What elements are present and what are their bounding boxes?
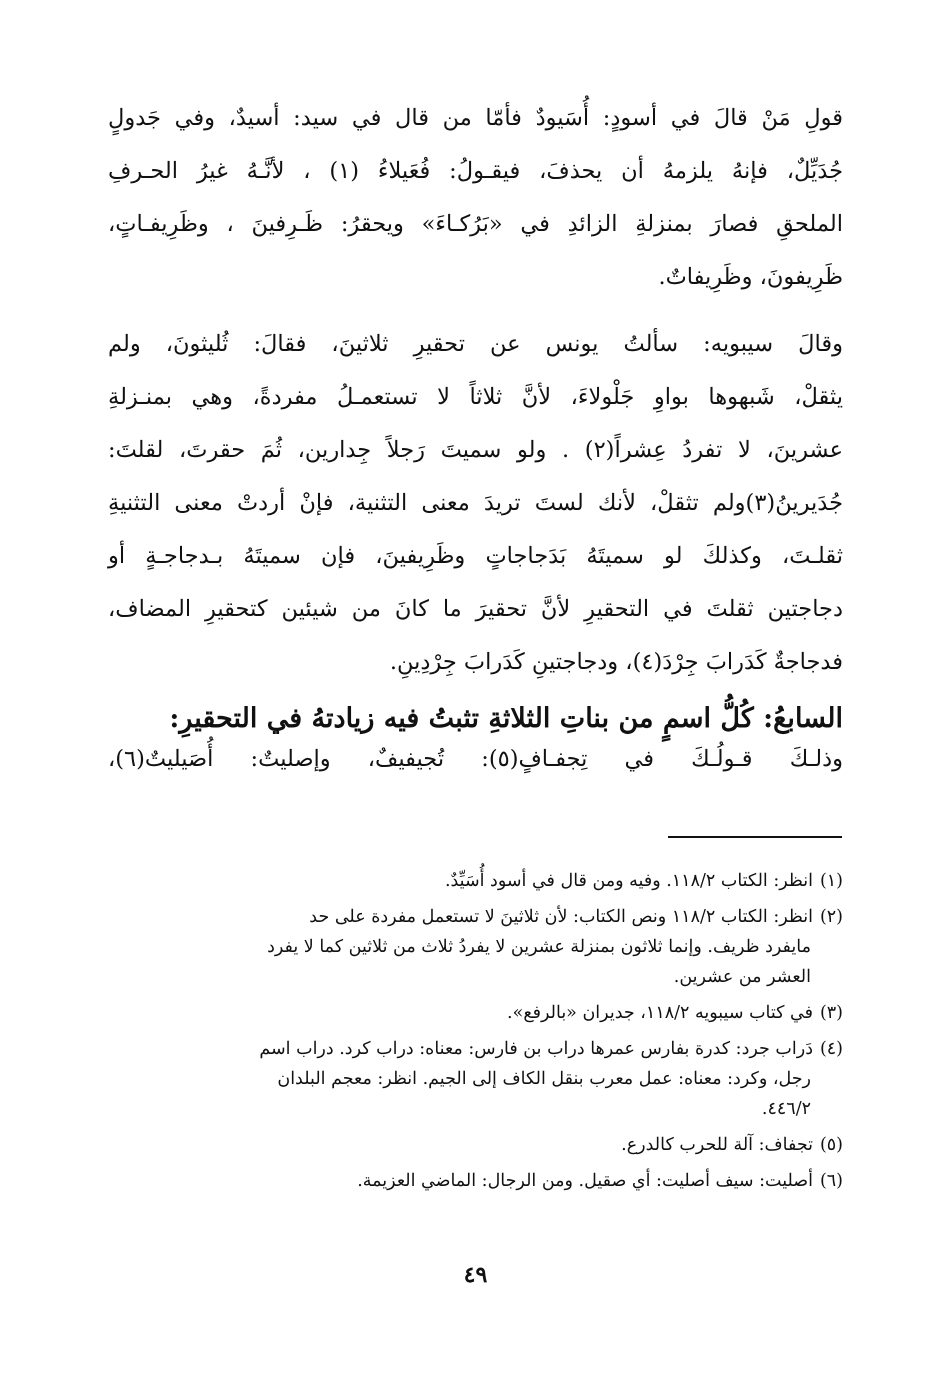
footnote-number: (٦) [819,1171,843,1191]
text-line: ظَرِيفونَ، وظَرِيفاتٌ. [658,264,843,290]
footnote-text: انظر: الكتاب ١١٨/٢. وفيه ومن قال في أسود أُسَيِّدٌ. [444,871,813,891]
footnote-text: في كتاب سيبويه ١١٨/٢، جديران «بالرفع». [507,1003,813,1023]
text-line: يثقلْ، شَبهوها بواوِ جَلْولاءَ، لأنَّ ثلاثاً لا تستعمـلُ مفردةً، وهي بمنـزلةِ [108,384,843,410]
text-line: جُدَيرينُ(٣)ولم تثقلْ، لأنك لستَ تريدَ معنى التثنية، فإنْ أردتْ معنى التثنيةِ [108,490,843,516]
text-line: ثقلـتَ، وكذلكَ لو سميتَهُ بَدَجاجاتٍ وظَرِيفينَ، فإن سميتَهُ بـدجاجـةٍ أو [108,543,843,569]
footnote-text: رجل، وكرد: معناه: عمل معرب بنقل الكاف إلى الجيم. انظر: معجم البلدان [277,1069,811,1089]
page-number: ٤٩ [463,1262,488,1288]
footnote-2 [108,902,843,992]
footnotes-list [108,866,843,1202]
example-line: وذلـكَ قـولُـكَ في تِجفـافٍ(٥): تُجيفيفٌ، وإصليتٌ: أُصَيليتٌ(٦)، [108,746,843,772]
text-line: فدجاجةٌ كَدَرابَ جِرْدَ(٤)، ودجاجتينِ كَدَرابَ جِرْدِينِ. [389,649,843,675]
footnote-number: (٤) [819,1039,843,1059]
footnote-text: مايفرد ظريف. وإنما ثلاثون بمنزلة عشرين لا يفردُ ثلاث من ثلاثين كما لا يفرد [267,937,811,957]
footnote-divider [668,836,842,838]
footnote-text: العشر من عشرين. [673,967,811,987]
footnote-number: (٥) [819,1135,843,1155]
footnote-4 [108,1034,843,1124]
footnote-1 [108,866,843,896]
text-line: قولِ مَنْ قالَ في أسودٍ: أُسَيودٌ فأمّا من قال في سيد: أسيدٌ، وفي جَدولٍ [108,105,843,131]
footnote-text: انظر: الكتاب ١١٨/٢ ونص الكتاب: لأن ثلاثينَ لا تستعمل مفردة على حد [309,907,813,927]
footnote-3 [108,998,843,1028]
text-line: الملحقِ فصارَ بمنزلةِ الزائدِ في «بَرُكـاءَ» ويحقرُ: ظَـرِفينَ ، وظَرِيفـاتٍ، [108,211,843,237]
paragraph-1 [108,92,843,304]
footnote-number: (٢) [819,907,843,927]
text-line: وقالَ سيبويه: سألتُ يونس عن تحقيرِ ثلاثينَ، فقالَ: ثُليثونَ، ولم [108,331,843,357]
text-line: دجاجتين ثقلتَ في التحقيرِ لأنَّ تحقيرَ ما كانَ من شيئين كتحقيرِ المضاف، [108,596,843,622]
footnote-text: ٤٤٦/٢. [761,1099,811,1119]
footnote-number: (١) [819,871,843,891]
paragraph-2 [108,318,843,689]
text-line: جُدَيِّلٌ، فإنهُ يلزمهُ أن يحذفَ، فيقـولُ: فُعَيلاءُ (١) ، لأنَّـهُ غيرُ الحـرفِ [108,158,843,184]
footnote-number: (٣) [819,1003,843,1023]
footnote-5 [108,1130,843,1160]
footnote-text: تجفاف: آلة للحرب كالدرع. [621,1135,813,1155]
section-heading: السابعُ: كُلُّ اسمٍ من بناتِ الثلاثةِ تثبتُ فيه زيادتهُ في التحقيرِ: [169,703,843,734]
footnote-text: دَراب جرد: كدرة بفارس عمرها دراب بن فارس: معناه: دراب كرد. دراب اسم [259,1039,813,1059]
footnote-6 [108,1166,843,1196]
footnote-text: أصليت: سيف أصليت: أي صقيل. ومن الرجال: الماضي العزيمة. [357,1171,813,1191]
text-line: عشرينَ، لا تفردُ عِشراً(٢) . ولو سميتَ رَجلاً جِدارين، ثُمَ حقرتَ، لقلتَ: [108,437,844,463]
